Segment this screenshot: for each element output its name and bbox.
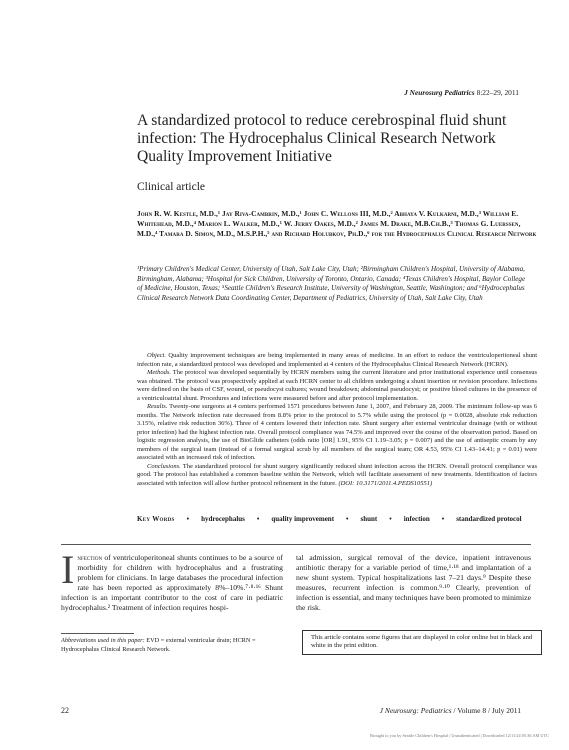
footnote-divider xyxy=(61,633,134,634)
doi-link[interactable]: (DOI: 10.3171/2011.4.PEDS10551) xyxy=(338,479,433,487)
keyword-separator: • xyxy=(256,515,260,523)
section-divider xyxy=(61,544,531,545)
drop-cap: I xyxy=(61,547,75,592)
abstract-methods-label: Methods. xyxy=(147,369,172,376)
body-column-right xyxy=(296,553,531,614)
keyword-separator: • xyxy=(389,515,392,523)
running-header-volume: 8:22–29, 2011 xyxy=(476,88,519,97)
article-type: Clinical article xyxy=(137,181,206,193)
keyword-separator: • xyxy=(346,515,349,523)
abbreviations-note xyxy=(61,637,283,654)
intro-text-right: tal admission, surgical removal of the device, inpatient intravenous antibiotic therapy for a variable period of time,¹·¹⁸ and implantation of a new shunt system. Typical hospitalizations last 7–21 days.⁹ Despite these measures, recurrent infection is common.⁹·¹⁰ Clearly, prevention of infection is essential, and many techniques have been promoted to minimize the risk. xyxy=(296,553,531,613)
page-number: 22 xyxy=(61,706,69,715)
footer-journal: J Neurosurg: Pediatrics xyxy=(379,706,452,715)
abstract-results-label: Results. xyxy=(147,403,168,410)
intro-first-word: nfection xyxy=(77,553,103,562)
keywords xyxy=(137,514,537,524)
keyword: shunt xyxy=(360,515,378,523)
keyword: standardized protocol xyxy=(456,515,522,523)
download-watermark: Brought to you by Seattle Children's Hospital | Unauthenticated | Downloaded 12/11/24 05:36 AM UTC xyxy=(370,733,549,738)
abstract-methods xyxy=(137,369,537,403)
running-header-journal: J Neurosurg Pediatrics xyxy=(404,88,475,97)
abstract-methods-text: The protocol was developed sequentially by HCRN members using the current literature and prior institutional experience until consensus was obtained. The protocol was prospectively applied at each HCRN center to all children undergoing a shunt insertion or revision procedure. Infections were defined on the basis of CSF, wound, or pseudocyst cultures; wound breakdown; abdominal pseudocyst; or positive blood cultures in the presence of a ventriculoatrial shunt. Procedures and infections were measured before and after protocol implementation. xyxy=(137,369,537,402)
abstract-results xyxy=(137,403,537,463)
keyword: quality improvement xyxy=(271,515,335,523)
article-title: A standardized protocol to reduce cerebrospinal fluid shunt infection: The Hydrocephalus Clinical Research Network Quality Improvement Initiative xyxy=(137,112,507,165)
abstract-object-text: Quality improvement techniques are being implemented in many areas of medicine. In an effort to reduce the ventriculoperitoneal shunt infection rate, a standardized protocol was developed and implemented at 4 centers of the Hydrocephalus Clinical Research Network (HCRN). xyxy=(137,352,537,368)
author-list: John R. W. Kestle, M.D.,¹ Jay Riva-Cambrin, M.D.,¹ John C. Wellons III, M.D.,² Abhaya V. Kulkarni, M.D.,³ William E. Whitehead, M.D.,⁴ Marion L. Walker, M.D.,¹ W. Jerry Oakes, M.D.,² James M. Drake, M.B.Ch.B.,³ Thomas G. Luerssen, M.D.,⁴ Tamara D. Simon, M.D., M.S.P.H.,⁵ and Richard Holubkov, Ph.D.,⁶ for the Hydrocephalus Clinical Research Network xyxy=(137,209,537,239)
running-footer xyxy=(380,706,521,715)
abbreviations-text: EVD = external ventricular drain; HCRN = Hydrocephalus Clinical Research Network. xyxy=(61,637,256,653)
abstract xyxy=(137,352,537,488)
keyword-separator: • xyxy=(441,515,445,523)
abstract-conclusions xyxy=(137,463,537,489)
keyword: hydrocephalus xyxy=(201,515,245,523)
affiliation-list: ¹Primary Children's Medical Center, University of Utah, Salt Lake City, Utah; ²Birmingham Children's Hospital, University of Alabama, Birmingham, Alabama; ³Hospital for Sick Children, University of Toronto, Ontario, Canada; ⁴Texas Children's Hospital, Baylor College of Medicine, Houston, Texas; ⁵Seattle Children's Research Institute, University of Washington, Seattle, Washington; and ⁶Hydrocephalus Clinical Research Network Data Coordinating Center, Department of Pediatrics, University of Utah, Salt Lake City, Utah xyxy=(137,265,526,302)
abstract-object-label: Object. xyxy=(147,352,166,359)
intro-text-left: of ventriculoperitoneal shunts continues to be a source of morbidity for children with hydrocephalus and a frustrating problem for clinicians. In large databases the procedural infection rate has been reported as approximately 8%–10%.⁷·⁸·¹⁶ Shunt infection is an important contributor to the cost of care in pediatric hydrocephalus.² Treatment of infection requires hospi- xyxy=(61,553,283,613)
color-figures-notice: This article contains some figures that are displayed in color online but in black and white in the print edition. xyxy=(302,630,542,655)
keyword: infection xyxy=(403,515,430,523)
running-header xyxy=(404,88,519,97)
abstract-conclusions-label: Conclusions. xyxy=(147,462,181,470)
abstract-conclusions-text: The standardized protocol for shunt surgery significantly reduced shunt infection across the HCRN. Overall protocol compliance was good. The protocol has established a common baseline within the Network, which will facilitate assessment of new treatments. Identification of factors associated with infection will allow further protocol refinement in the future. xyxy=(137,462,537,487)
abstract-results-text: Twenty-one surgeons at 4 centers performed 1571 procedures between June 1, 2007, and February 28, 2009. The minimum follow-up was 6 months. The Network infection rate decreased from 8.8% prior to the protocol to 5.7% while using the protocol (p = 0.0028, absolute risk reduction 3.15%, relative risk reduction 36%). Three of 4 centers lowered their infection rate. Shunt surgery after external ventricular drainage (with or without prior infection) had the highest infection rate. Overall protocol compliance was 74.5% and improved over the course of the observation period. Based on logistic regression analysis, the use of BioGlide catheters (odds ratio [OR] 1.91, 95% CI 1.19–3.05; p = 0.007) and the use of antiseptic cream by any members of the surgical team (instead of a formal surgical scrub by all members of the surgical team; OR 4.53, 95% CI 1.43–14.41; p = 0.01) were associated with an increased risk of infection. xyxy=(137,403,537,461)
footer-issue: / Volume 8 / July 2011 xyxy=(451,706,521,715)
body-column-left xyxy=(61,547,283,614)
keyword-separator: • xyxy=(186,515,190,523)
abbreviations-label: Abbreviations used in this paper: xyxy=(61,637,145,644)
abstract-object xyxy=(137,352,537,369)
keywords-label: Key Words xyxy=(137,515,175,523)
